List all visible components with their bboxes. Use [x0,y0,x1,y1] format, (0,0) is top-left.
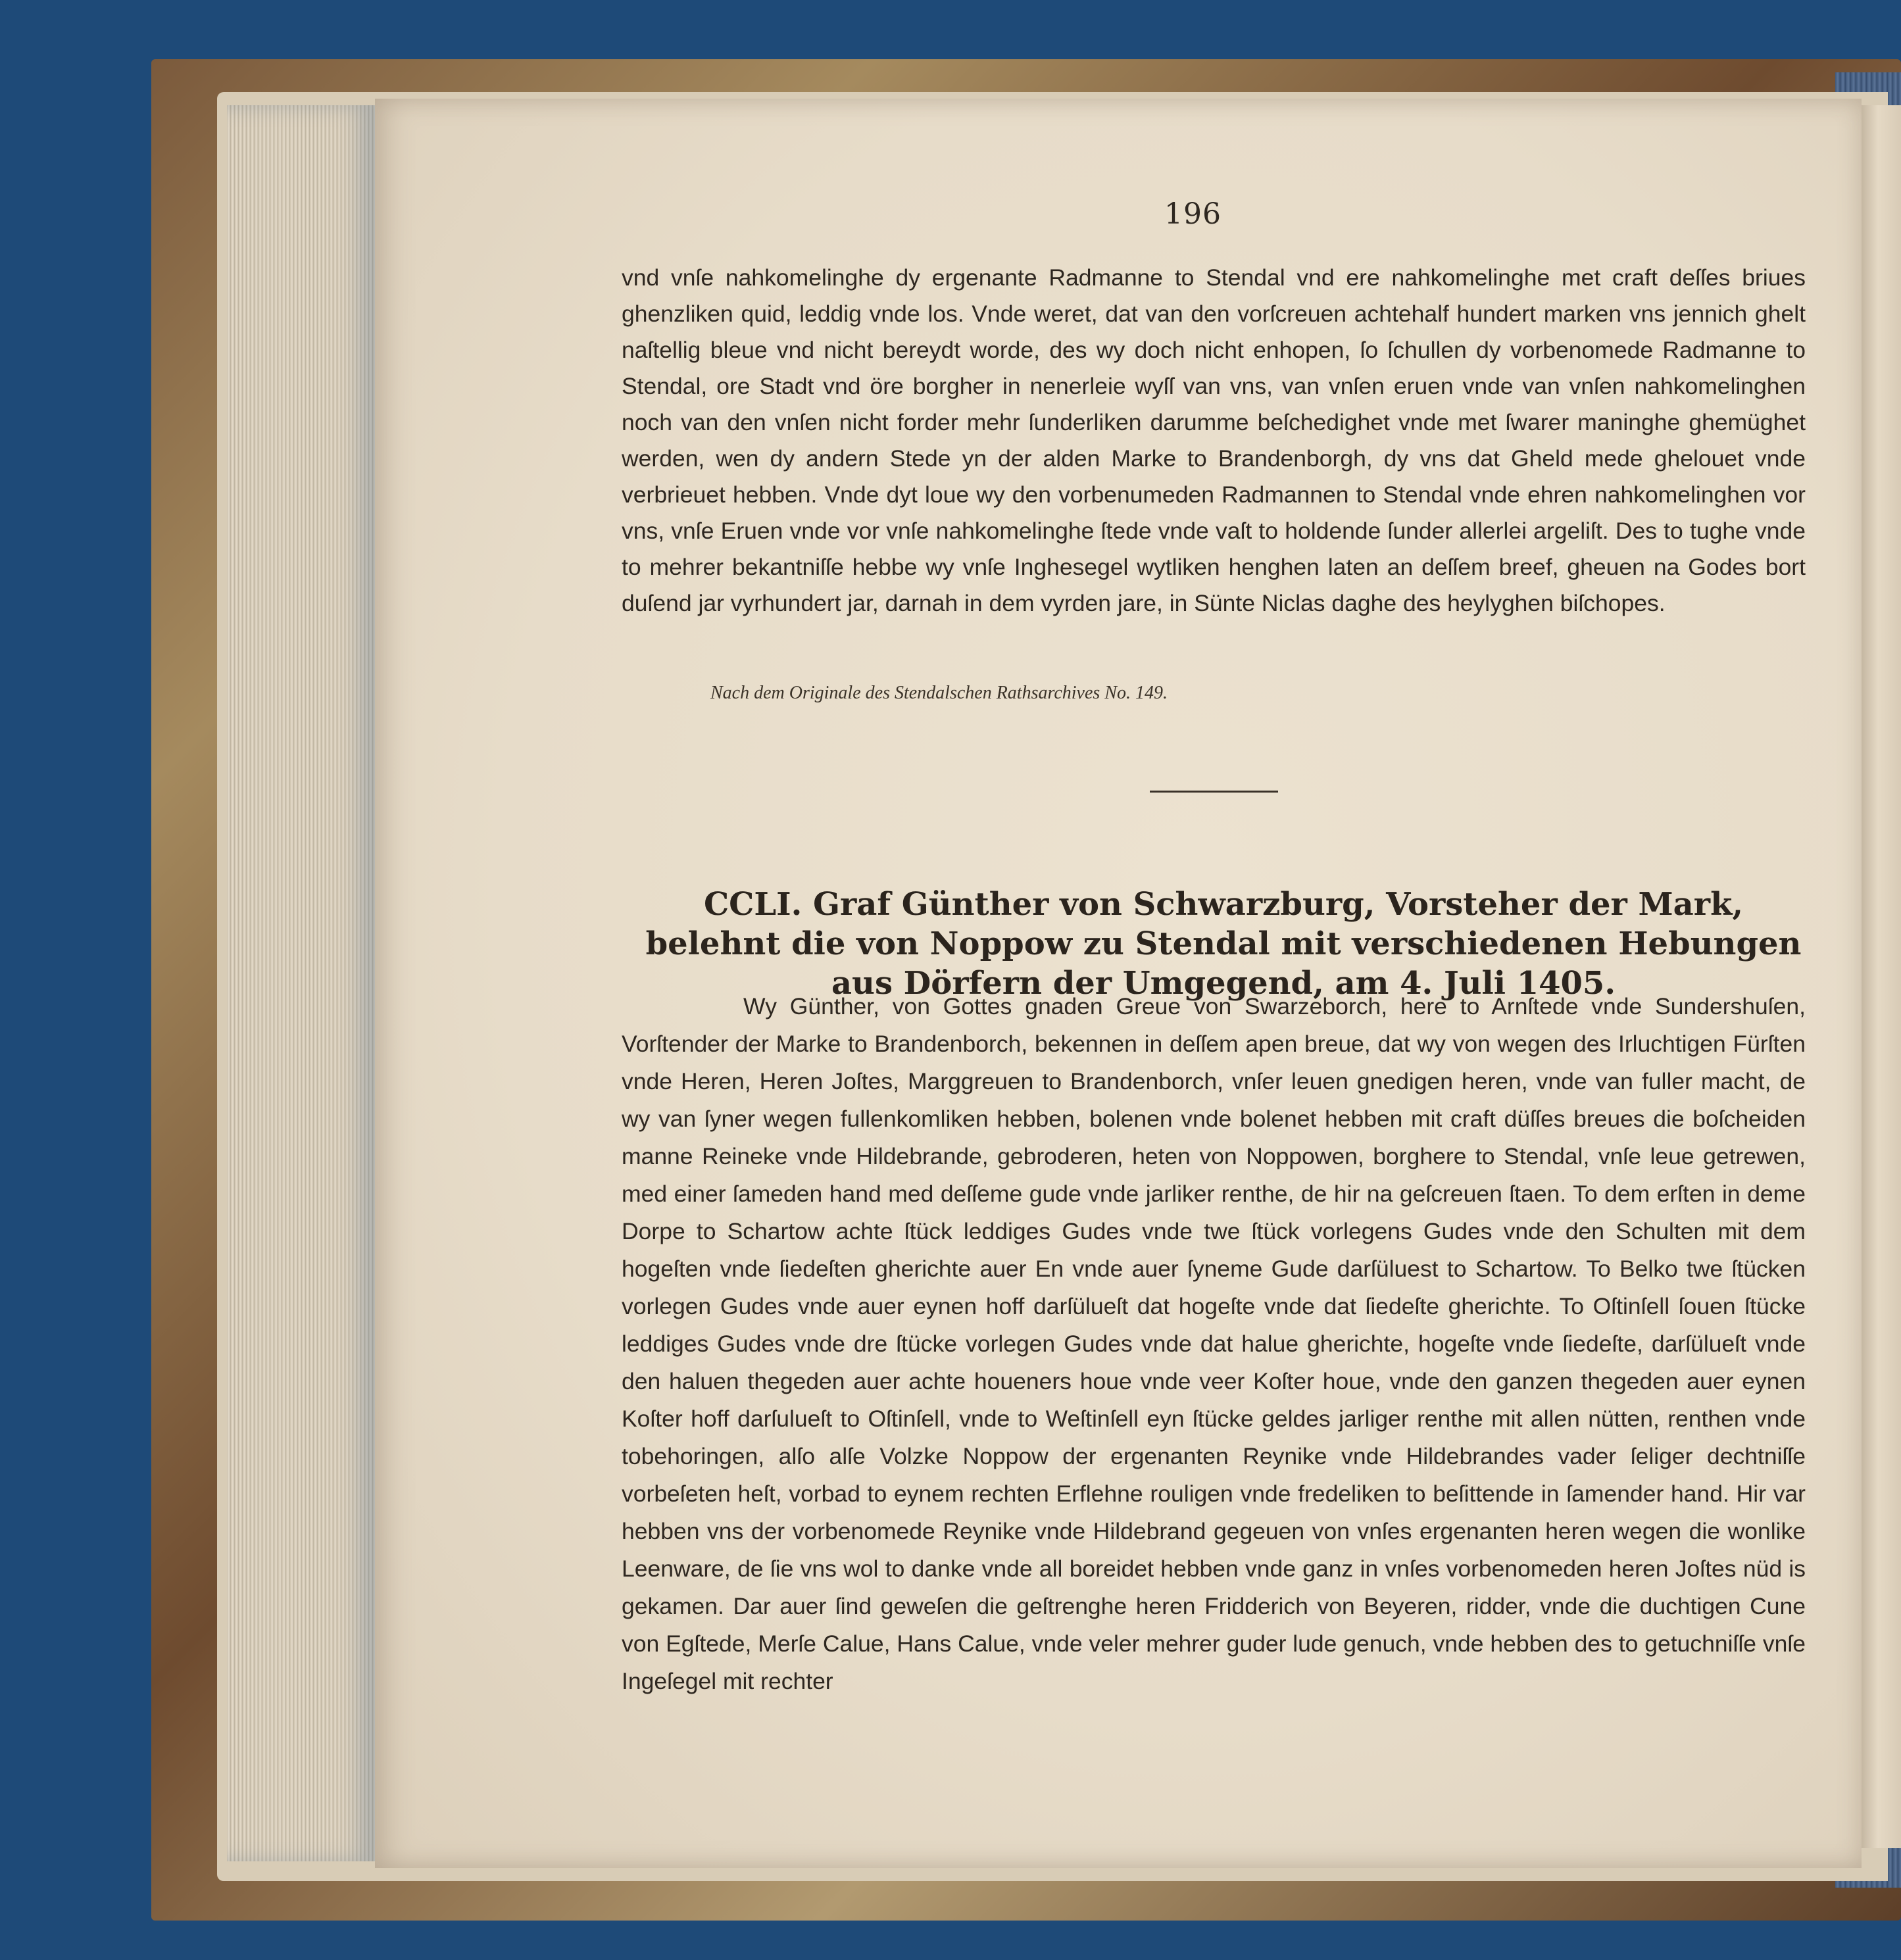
page-number: 196 [1164,197,1222,231]
paragraph-2: Wy Günther, von Gottes gnaden Greue von Swarzeborch, here to Arnſtede vnde Sundershuſen, Vorſtender der Marke to Brandenborch, bekennen in deſſem apen breue, dat wy von wegen des Irluchtigen Fürſten vnde Heren, Heren Joſtes, Marggreuen to Brandenborch, vnſer leuen gnedigen heren, vnde van fuller macht, de wy van ſyner wegen fullenkomliken hebben, bolenen vnde bolenet hebben mit craft düſſes breues die boſcheiden manne Reineke vnde Hildebrande, gebroderen, heten von Noppowen, borghere to Stendal, vnſe leue getrewen, med einer ſameden hand med deſſeme gude vnde jarliker renthe, de hir na geſcreuen ſtaen. To dem erſten in deme Dorpe to Schartow achte ſtück leddiges Gudes vnde twe ſtück vorlegens Gudes vnde den Schulten mit dem hogeſten vnde ſiedeſten gherichte auer En vnde auer ſyneme Gude darſüluest to Schartow. To Belko twe ſtücken vorlegen Gudes vnde auer eynen hoff darſülueſt dat hogeſte vnde dat ſiedeſte gherichte. To Oſtinſell ſouen ſtücke leddiges Gudes vnde dre ſtücke vorlegen Gudes vnde dat halue gherichte, hogeſte vnde ſiedeſte, darſülueſt vnde den haluen thegeden auer achte houeners houe vnde veer Koſter houe, vnde den ganzen thegeden auer eynen Koſter hoff darſulueſt to Oſtinſell, vnde to Weſtinſell eyn ſtücke geldes jarliger renthe mit allen nütten, renthen vnde tobehoringen, alſo alſe Volzke Noppow der ergenanten Reynike vnde Hildebrandes vader ſeliger dechtniſſe vorbeſeten heſt, vorbad to eynem rechten Erflehne rouligen vnde fredeliken to beſittende in ſamender hand. Hir var hebben vns der vorbenomede Reynike vnde Hildebrand gegeuen von vnſes ergenanten heren wegen die wonlike Leenware, de ſie vns wol to danke vnde all boreidet hebben vnde ganz in vnſes vorbenomeden heren Joſtes nüd is gekamen. Dar auer ſind geweſen die geſtrenghe heren Fridderich von Beyeren, ridder, vnde die duchtigen Cune von Egſtede, Merſe Calue, Hans Calue, vnde veler mehrer guder lude genuch, vnde hebben des to getuchniſſe vnſe Ingeſegel mit rechter [622,993,1806,1694]
page-edges [227,105,375,1861]
paragraph-1: vnd vnſe nahkomelinghe dy ergenante Radmanne to Stendal vnd ere nahkomelinghe met craft deſſes briues ghenzliken quid, leddig vnde los. Vnde weret, dat van den vorſcreuen achtehalf hundert marken vns jennich ghelt naſtellig bleue vnd nicht bereydt worde, des wy doch nicht enhopen, ſo ſchullen dy vorbenomede Radmanne to Stendal, ore Stadt vnd öre borgher in nenerleie wyſſ van vns, van vnſen eruen vnde van vnſen nahkomelinghen noch van den vnſen nicht forder mehr ſunderliken darumme beſchedighet vnde met ſwarer maninghe ghemüghet werden, wen dy andern Stede yn der alden Marke to Brandenborgh, dy vns dat Gheld mede ghelouet vnde verbrieuet hebben. Vnde dyt loue wy den vorbenumeden Radmannen to Stendal vnde ehren nahkomelinghen vor vns, vnſe Eruen vnde vor vnſe nahkomelinghe ſtede vnde vaſt to holdende ſunder allerlei argeliſt. Des to tughe vnde to mehrer bekantniſſe hebbe wy vnſe Inghesegel wytliken henghen laten an deſſem breef, gheuen na Godes bort duſend jar vyrhundert jar, darnah in dem vyrden jare, in Sünte Niclas daghe des heylyghen biſchopes. [622,264,1806,616]
section-heading: CCLI. Graf Günther von Schwarzburg, Vorsteher der Mark, belehnt die von Noppow zu Stendal mit verschiedenen Hebungen aus Dörfern der Umgegend, am 4. Juli 1405. [645,886,1802,1002]
section-divider [1150,791,1278,793]
facing-page-edge [1855,105,1901,1848]
source-note: Nach dem Originale des Stendalschen Rathsarchives No. 149. [710,683,1168,703]
